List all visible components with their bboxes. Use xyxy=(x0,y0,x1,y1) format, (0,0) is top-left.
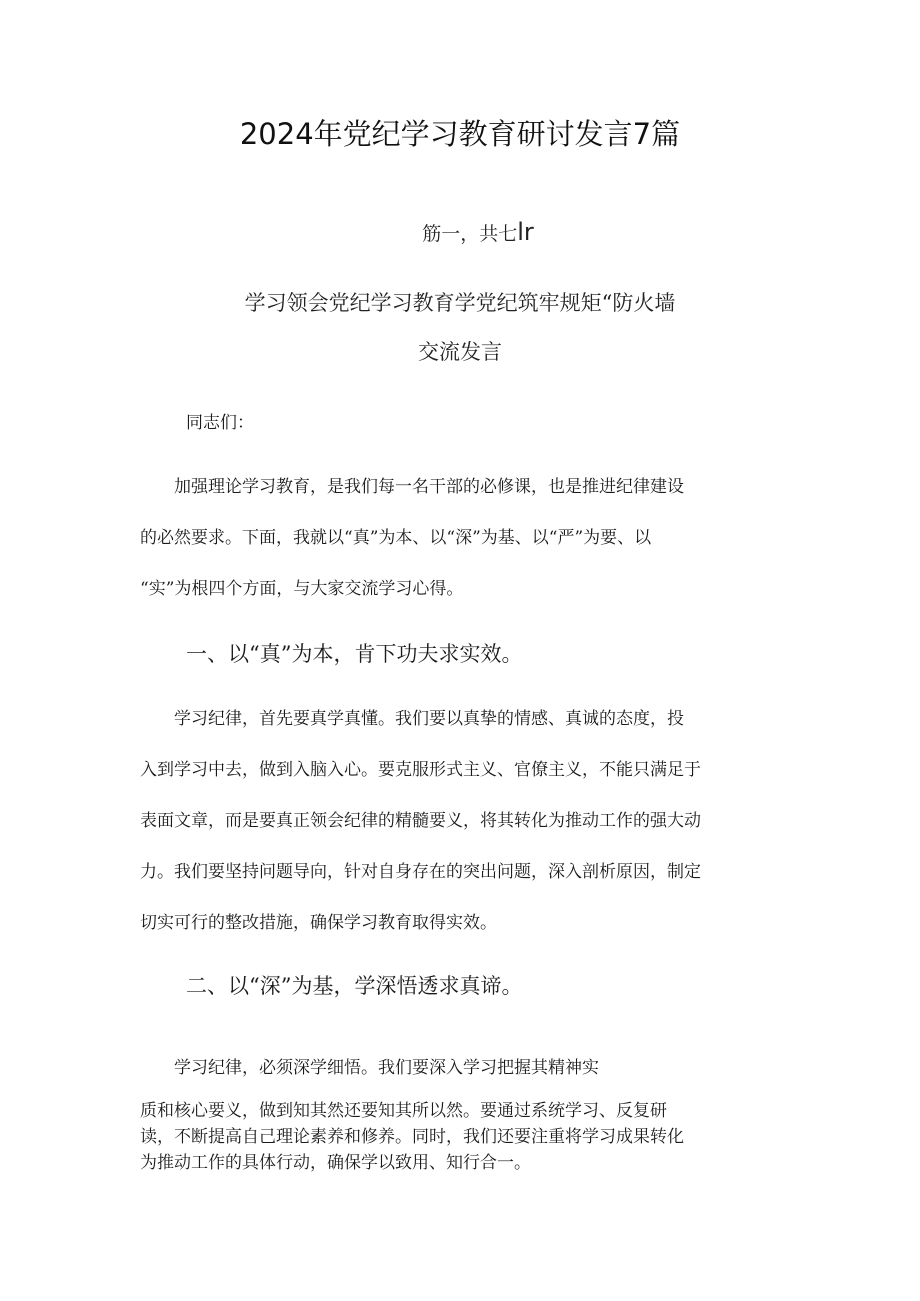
chapter-label-suffix: lr xyxy=(517,218,534,246)
section-heading-1: 一、以“真”为本，肯下功夫求实效。 xyxy=(186,642,523,666)
greeting: 同志们： xyxy=(186,413,254,433)
chapter-label-prefix: 筋一，共七 xyxy=(422,223,518,245)
document-title: 2024年党纪学习教育研讨发言7篇 xyxy=(239,117,681,151)
subtitle-line-1: 学习领会党纪学习教育学党纪筑牢规矩“防火墙 xyxy=(244,291,676,315)
section-heading-2: 二、以“深”为基，学深悟透求真谛。 xyxy=(186,974,523,998)
paragraph-line: 加强理论学习教育，是我们每一名干部的必修课，也是推进纪律建设 xyxy=(140,477,684,497)
paragraph-line: 学习纪律，必须深学细悟。我们要深入学习把握其精神实 xyxy=(140,1058,599,1078)
paragraph-line: 读，不断提高自己理论素养和修养。同时，我们还要注重将学习成果转化 xyxy=(140,1127,684,1147)
paragraph-line: 学习纪律，首先要真学真懂。我们要以真挚的情感、真诚的态度，投 xyxy=(140,709,684,729)
paragraph-line: 质和核心要义，做到知其然还要知其所以然。要通过系统学习、反复研 xyxy=(140,1101,667,1121)
paragraph-line: 为推动工作的具体行动，确保学以致用、知行合一。 xyxy=(140,1153,531,1173)
paragraph-line: 的必然要求。下面，我就以“真”为本、以“深”为基、以“严”为要、以 xyxy=(140,528,652,548)
subtitle-line-2: 交流发言 xyxy=(418,340,502,364)
paragraph-line: 切实可行的整改措施，确保学习教育取得实效。 xyxy=(140,913,497,933)
chapter-label xyxy=(0,218,920,246)
paragraph-line: 表面文章，而是要真正领会纪律的精髓要义，将其转化为推动工作的强大动 xyxy=(140,811,701,831)
paragraph-line: “实”为根四个方面，与大家交流学习心得。 xyxy=(140,579,464,599)
paragraph-line: 入到学习中去，做到入脑入心。要克服形式主义、官僚主义，不能只满足于 xyxy=(140,760,701,780)
paragraph-line: 力。我们要坚持问题导向，针对自身存在的突出问题，深入剖析原因，制定 xyxy=(140,862,701,882)
section-2-paragraph-start xyxy=(140,1043,790,1094)
section-2-paragraph-continued xyxy=(140,1098,790,1176)
intro-paragraph xyxy=(140,462,790,615)
section-1-paragraph xyxy=(140,694,790,949)
